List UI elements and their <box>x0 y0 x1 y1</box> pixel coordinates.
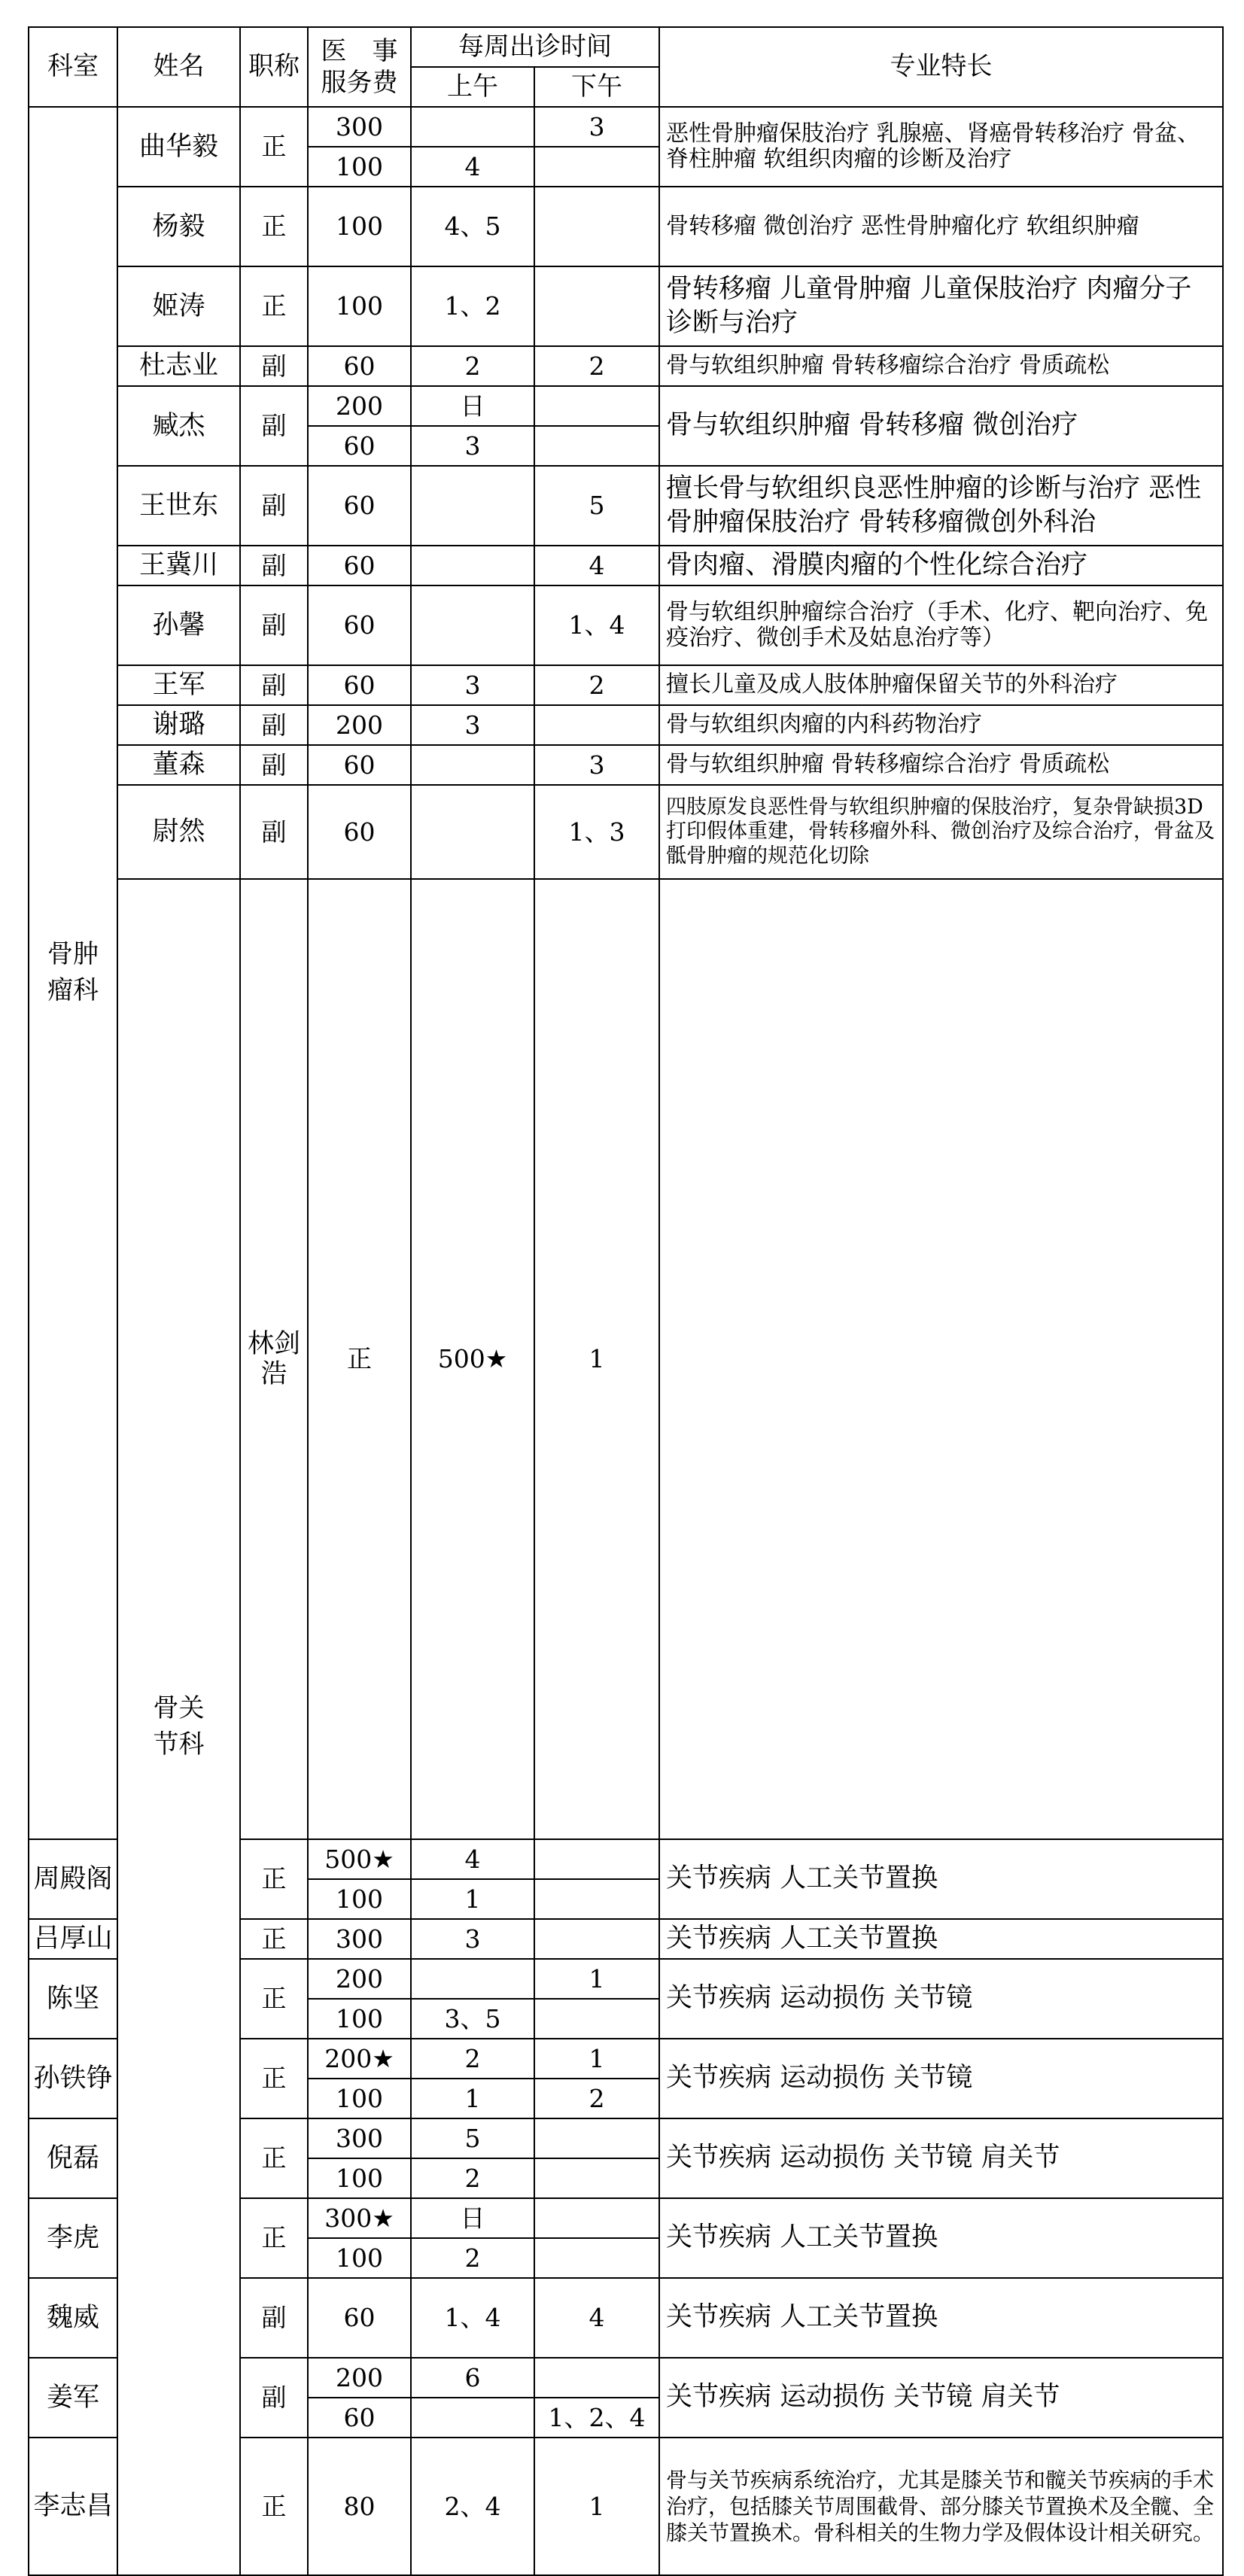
fee-cell: 500★ <box>411 879 534 1839</box>
fee-cell: 200 <box>308 386 411 426</box>
pm-cell: 4 <box>534 2278 659 2358</box>
doctor-title: 副 <box>240 346 308 386</box>
doctor-title: 副 <box>240 2278 308 2358</box>
fee-cell: 60 <box>308 665 411 705</box>
fee-cell: 300 <box>308 1919 411 1959</box>
pm-cell: 4 <box>534 546 659 585</box>
header-dept: 科室 <box>29 27 117 107</box>
doctor-title: 副 <box>240 705 308 745</box>
doctor-title: 副 <box>240 386 308 466</box>
fee-cell: 200 <box>308 1959 411 1999</box>
doctor-schedule-table <box>28 26 1224 2576</box>
pm-cell: 2 <box>534 665 659 705</box>
header-am: 上午 <box>411 67 534 107</box>
pm-cell <box>534 426 659 466</box>
am-cell <box>411 785 534 879</box>
am-cell: 3、5 <box>411 1999 534 2039</box>
pm-cell <box>534 1879 659 1919</box>
doctor-title: 副 <box>240 785 308 879</box>
doctor-title: 正 <box>240 2118 308 2198</box>
doctor-title: 正 <box>240 2438 308 2575</box>
pm-cell: 3 <box>534 745 659 785</box>
doctor-title: 正 <box>240 2039 308 2118</box>
fee-cell: 60 <box>308 466 411 546</box>
doctor-title: 副 <box>240 2358 308 2438</box>
am-cell: 2、4 <box>411 2438 534 2575</box>
am-cell <box>411 2398 534 2438</box>
dept-cell-bone-tumor: 骨肿瘤科 <box>29 107 117 1839</box>
am-cell <box>411 1959 534 1999</box>
am-cell: 6 <box>411 2358 534 2398</box>
doctor-name: 杜志业 <box>117 346 240 386</box>
specialty-cell: 擅长儿童及成人肢体肿瘤保留关节的外科治疗 <box>659 665 1223 705</box>
doctor-name: 魏威 <box>29 2278 117 2358</box>
pm-cell <box>534 2358 659 2398</box>
am-cell: 日 <box>411 386 534 426</box>
doctor-name: 姜军 <box>29 2358 117 2438</box>
am-cell: 4 <box>411 1839 534 1879</box>
fee-cell: 100 <box>308 187 411 266</box>
fee-cell: 100 <box>308 266 411 346</box>
pm-cell <box>534 2238 659 2278</box>
doctor-title: 正 <box>240 266 308 346</box>
specialty-cell: 关节疾病 运动损伤 关节镜 <box>659 1959 1223 2039</box>
fee-cell: 60 <box>308 2398 411 2438</box>
specialty-cell: 骨与软组织肉瘤的内科药物治疗 <box>659 705 1223 745</box>
doctor-name: 周殿阁 <box>29 1839 117 1919</box>
fee-cell: 60 <box>308 2278 411 2358</box>
specialty-cell: 骨肉瘤、滑膜肉瘤的个性化综合治疗 <box>659 546 1223 585</box>
fee-cell: 300★ <box>308 2198 411 2238</box>
am-cell: 1、2 <box>411 266 534 346</box>
am-cell: 3 <box>411 665 534 705</box>
doctor-name: 曲华毅 <box>117 107 240 187</box>
doctor-name: 杨毅 <box>117 187 240 266</box>
specialty-cell: 关节疾病 人工关节置换 <box>659 1839 1223 1919</box>
pm-cell <box>534 2198 659 2238</box>
fee-cell: 100 <box>308 2079 411 2118</box>
pm-cell: 1 <box>534 1959 659 1999</box>
specialty-cell: 擅长骨与软组织良恶性肿瘤的诊断与治疗 恶性骨肿瘤保肢治疗 骨转移瘤微创外科治 <box>659 466 1223 546</box>
doctor-name: 臧杰 <box>117 386 240 466</box>
fee-cell: 60 <box>308 745 411 785</box>
pm-cell: 1、3 <box>534 785 659 879</box>
specialty-cell: 骨与软组织肿瘤 骨转移瘤综合治疗 骨质疏松 <box>659 745 1223 785</box>
am-cell <box>411 585 534 665</box>
fee-cell: 300 <box>308 107 411 147</box>
am-cell: 2 <box>411 2238 534 2278</box>
doctor-name: 尉然 <box>117 785 240 879</box>
am-cell <box>411 466 534 546</box>
fee-cell: 300 <box>308 2118 411 2158</box>
fee-cell: 60 <box>308 426 411 466</box>
pm-cell: 1 <box>534 2039 659 2079</box>
doctor-title: 正 <box>240 187 308 266</box>
am-cell: 2 <box>411 346 534 386</box>
pm-cell: 3 <box>534 107 659 147</box>
pm-cell <box>534 1999 659 2039</box>
pm-cell <box>534 147 659 187</box>
doctor-title: 正 <box>240 1919 308 1959</box>
pm-cell <box>534 187 659 266</box>
specialty-cell: 骨与软组织肿瘤 骨转移瘤综合治疗 骨质疏松 <box>659 346 1223 386</box>
specialty-cell: 关节疾病 人工关节置换 <box>659 2278 1223 2358</box>
fee-cell: 500★ <box>308 1839 411 1879</box>
doctor-name: 林剑浩 <box>240 879 308 1839</box>
specialty-cell: 关节疾病 人工关节置换 <box>659 2198 1223 2278</box>
doctor-name: 王世东 <box>117 466 240 546</box>
doctor-name: 吕厚山 <box>29 1919 117 1959</box>
doctor-name: 王冀川 <box>117 546 240 585</box>
am-cell: 3 <box>411 426 534 466</box>
specialty-cell: 关节疾病 运动损伤 关节镜 肩关节 <box>659 2358 1223 2438</box>
specialty-cell: 关节疾病 运动损伤 关节镜 肩关节 <box>659 2118 1223 2198</box>
pm-cell <box>534 1839 659 1879</box>
am-cell: 2 <box>411 2158 534 2198</box>
am-cell: 3 <box>411 1919 534 1959</box>
pm-cell <box>534 386 659 426</box>
specialty-cell: 关节疾病 运动损伤 关节镜 <box>659 2039 1223 2118</box>
fee-cell: 80 <box>308 2438 411 2575</box>
am-cell: 日 <box>411 2198 534 2238</box>
doctor-title: 副 <box>240 745 308 785</box>
doctor-title: 副 <box>240 546 308 585</box>
doctor-name: 董森 <box>117 745 240 785</box>
specialty-cell: 骨与关节疾病系统治疗，尤其是膝关节和髋关节疾病的手术治疗，包括膝关节周围截骨、部分膝关节置换术及全髋、全膝关节置换术。骨科相关的生物力学及假体设计相关研究。 <box>659 2438 1223 2575</box>
am-cell: 3 <box>411 705 534 745</box>
pm-cell <box>534 1919 659 1959</box>
pm-cell <box>534 2158 659 2198</box>
doctor-name: 李志昌 <box>29 2438 117 2575</box>
doctor-name: 孙铁铮 <box>29 2039 117 2118</box>
specialty-cell: 四肢原发良恶性骨与软组织肿瘤的保肢治疗，复杂骨缺损3D打印假体重建，骨转移瘤外科、微创治疗及综合治疗，骨盆及骶骨肿瘤的规范化切除 <box>659 785 1223 879</box>
doctor-name: 孙馨 <box>117 585 240 665</box>
am-cell: 5 <box>411 2118 534 2158</box>
pm-cell <box>534 705 659 745</box>
doctor-title: 副 <box>240 466 308 546</box>
specialty-cell: 恶性骨肿瘤保肢治疗 乳腺癌、肾癌骨转移治疗 骨盆、脊柱肿瘤 软组织肉瘤的诊断及治疗 <box>659 107 1223 187</box>
am-cell <box>411 107 534 147</box>
doctor-title: 正 <box>240 107 308 187</box>
am-cell: 1、4 <box>411 2278 534 2358</box>
am-cell: 4 <box>411 147 534 187</box>
pm-cell: 1 <box>534 2438 659 2575</box>
am-cell: 1 <box>411 1879 534 1919</box>
fee-cell: 60 <box>308 785 411 879</box>
doctor-title: 副 <box>240 585 308 665</box>
am-cell: 2 <box>411 2039 534 2079</box>
fee-cell: 100 <box>308 2238 411 2278</box>
doctor-title: 副 <box>240 665 308 705</box>
pm-cell: 2 <box>534 346 659 386</box>
header-fee <box>308 27 411 107</box>
fee-cell: 100 <box>308 1999 411 2039</box>
header-pm: 下午 <box>534 67 659 107</box>
fee-cell: 60 <box>308 346 411 386</box>
doctor-name: 李虎 <box>29 2198 117 2278</box>
doctor-name: 陈坚 <box>29 1959 117 2039</box>
specialty-cell: 骨转移瘤 儿童骨肿瘤 儿童保肢治疗 肉瘤分子 诊断与治疗 <box>659 266 1223 346</box>
header-name: 姓名 <box>117 27 240 107</box>
specialty-cell: 骨转移瘤 微创治疗 恶性骨肿瘤化疗 软组织肿瘤 <box>659 187 1223 266</box>
pm-cell: 2 <box>534 2079 659 2118</box>
pm-cell: 1、2、4 <box>534 2398 659 2438</box>
pm-cell <box>534 266 659 346</box>
fee-cell: 200 <box>308 705 411 745</box>
fee-cell: 60 <box>308 546 411 585</box>
doctor-name: 倪磊 <box>29 2118 117 2198</box>
am-cell: 4、5 <box>411 187 534 266</box>
specialty-cell: 骨与软组织肿瘤 骨转移瘤 微创治疗 <box>659 386 1223 466</box>
doctor-title: 正 <box>240 1959 308 2039</box>
header-fee-line2: 服务费 <box>321 68 398 98</box>
pm-cell <box>659 879 1223 1839</box>
doctor-name: 王军 <box>117 665 240 705</box>
specialty-cell: 关节疾病 人工关节置换 <box>659 1919 1223 1959</box>
fee-cell: 60 <box>308 585 411 665</box>
pm-cell <box>534 2118 659 2158</box>
fee-cell: 200 <box>308 2358 411 2398</box>
pm-cell: 5 <box>534 466 659 546</box>
am-cell <box>411 745 534 785</box>
pm-cell: 1、4 <box>534 585 659 665</box>
header-title: 职称 <box>240 27 308 107</box>
fee-cell: 200★ <box>308 2039 411 2079</box>
specialty-cell: 骨与软组织肿瘤综合治疗（手术、化疗、靶向治疗、免疫治疗、微创手术及姑息治疗等） <box>659 585 1223 665</box>
am-cell <box>411 546 534 585</box>
doctor-name: 谢璐 <box>117 705 240 745</box>
am-cell: 1 <box>411 2079 534 2118</box>
am-cell: 1 <box>534 879 659 1839</box>
doctor-title: 正 <box>308 879 411 1839</box>
doctor-title: 正 <box>240 2198 308 2278</box>
header-specialty: 专业特长 <box>659 27 1223 107</box>
fee-cell: 100 <box>308 147 411 187</box>
fee-cell: 100 <box>308 2158 411 2198</box>
fee-cell: 100 <box>308 1879 411 1919</box>
doctor-name: 姬涛 <box>117 266 240 346</box>
header-fee-line1: 医 事 <box>321 35 398 66</box>
dept-cell-joint: 骨关节科 <box>117 879 240 2575</box>
doctor-title: 正 <box>240 1839 308 1919</box>
header-schedule: 每周出诊时间 <box>411 27 659 67</box>
